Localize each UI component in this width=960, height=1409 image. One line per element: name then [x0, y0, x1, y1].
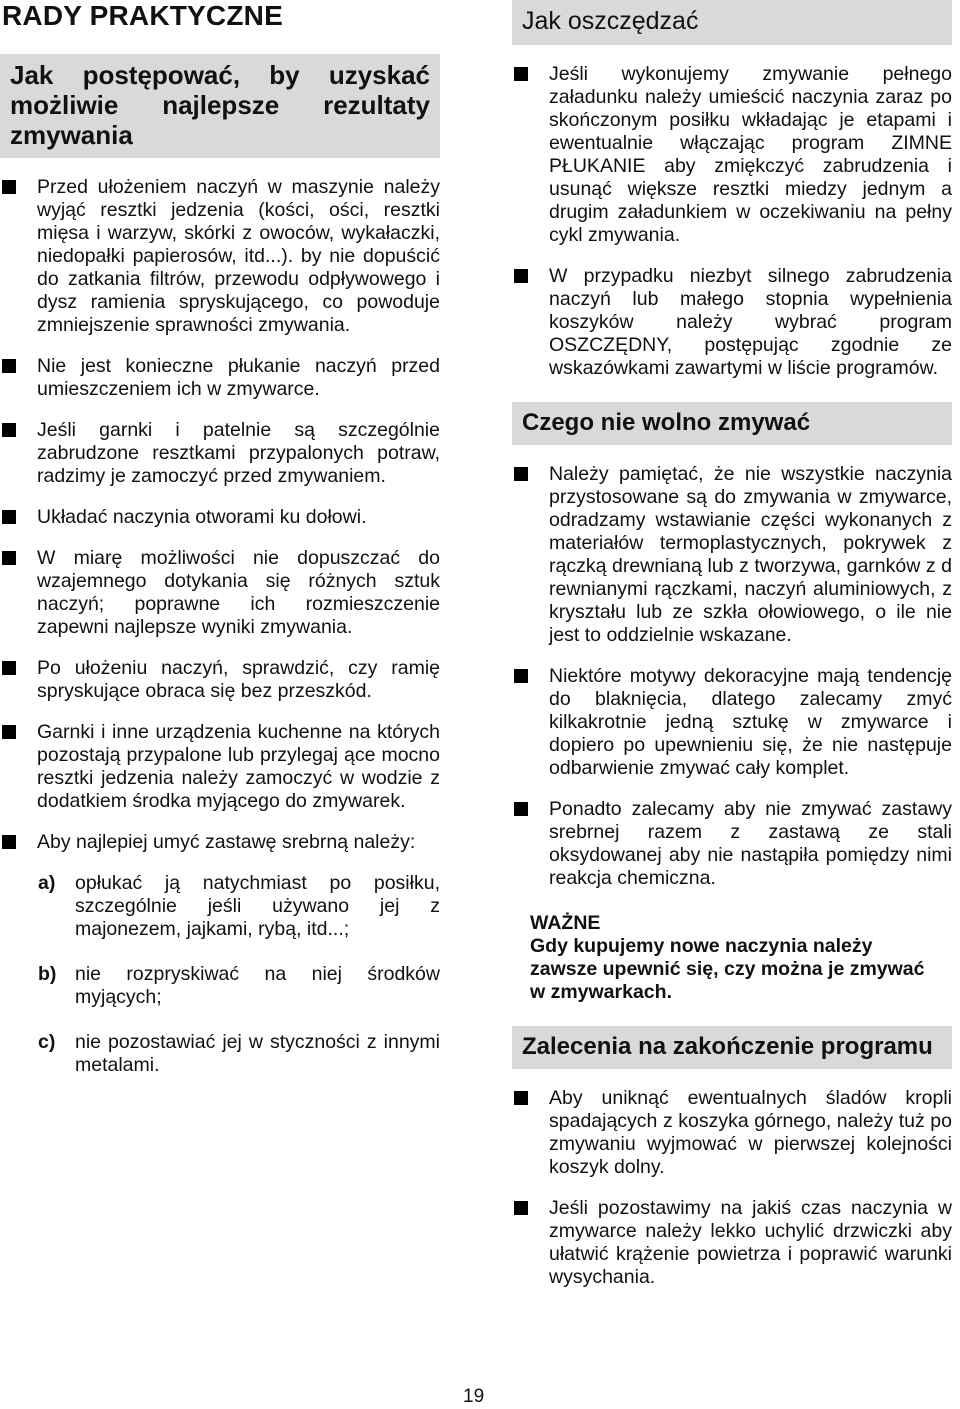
bullet-square-icon [514, 669, 528, 683]
bullet-square-icon [2, 180, 16, 194]
best-results-list [0, 176, 440, 854]
list-item: Należy pamiętać, że nie wszystkie naczynia przystosowane są do zmywania w zmywarce, odradzamy wstawianie części wykonanych z materiałów termoplastycznych, pokrywek z rączką drewnianą lub z tworzywa, garnków z d rewnianymi rączkami, naczyń aluminiowych, z kryształu lub ze szkła ołowiowego, o ile nie jest to oddzielnie wskazane. [512, 463, 952, 647]
list-item: Po ułożeniu naczyń, sprawdzić, czy ramię spryskujące obraca się bez przeszkód. [0, 657, 440, 703]
end-of-program-list [512, 1087, 952, 1289]
sub-item: b) nie rozpryskiwać na niej środków myjących; [38, 963, 440, 1008]
section-header-not-washable: Czego nie wolno zmywać [512, 402, 952, 445]
sub-item-label: c) [38, 1031, 56, 1053]
list-item: Układać naczynia otworami ku dołowi. [0, 506, 440, 529]
important-text: Gdy kupujemy nowe naczynia należy zawsze upewnić się, czy można je zmywać w zmywarkach. [530, 935, 925, 1003]
bullet-square-icon [514, 802, 528, 816]
bullet-square-icon [514, 67, 528, 81]
list-item: Aby uniknąć ewentualnych śladów kropli spadających z koszyka górnego, należy tuż po zmywaniu wyjmować w pierwszej kolejności koszyk dolny. [512, 1087, 952, 1179]
bullet-square-icon [2, 510, 16, 524]
section-header-saving: Jak oszczędzać [512, 0, 952, 45]
page-number: 19 [463, 1386, 485, 1407]
section-header-end-of-program: Zalecenia na zakończenie programu [512, 1026, 952, 1069]
list-item: W przypadku niezbyt silnego zabrudzenia naczyń lub małego stopnia wypełnienia koszyków należy wybrać program OSZCZĘDNY, postępując zgodnie ze wskazówkami zawartymi w liście programów. [512, 265, 952, 380]
bullet-square-icon [514, 1201, 528, 1215]
bullet-square-icon [2, 359, 16, 373]
left-column [0, 54, 440, 1099]
page-title: RADY PRAKTYCZNE [2, 0, 283, 31]
list-item: Niektóre motywy dekoracyjne mają tendencję do blaknięcia, dlatego zalecamy zmyć kilkakrotnie jedną sztukę w zmywarce i dopiero po upewnieniu się, że nie następuje odbarwienie zmywać cały komplet. [512, 665, 952, 780]
list-item: Aby najlepiej umyć zastawę srebrną należy: [0, 831, 440, 854]
bullet-square-icon [514, 1091, 528, 1105]
list-item: Jeśli garnki i patelnie są szczególnie zabrudzone resztkami przypalonych potraw, radzimy je zamoczyć przed zmywaniem. [0, 419, 440, 488]
section-header-best-results: Jak postępować, by uzyskać możliwie najlepsze rezultaty zmywania [0, 54, 440, 158]
sub-item: a) opłukać ją natychmiast po posiłku, szczególnie jeśli używano jej z majonezem, jajkami, rybą, itd...; [38, 872, 440, 940]
sub-item-label: b) [38, 963, 57, 985]
sub-item-label: a) [38, 872, 56, 894]
list-item: Jeśli pozostawimy na jakiś czas naczynia w zmywarce należy lekko uchylić drzwiczki aby ułatwić krążenie powietrza i poprawić warunki wysychania. [512, 1197, 952, 1289]
bullet-square-icon [514, 467, 528, 481]
list-item: W miarę możliwości nie dopuszczać do wzajemnego dotykania się różnych sztuk naczyń; poprawne ich rozmieszczenie zapewni najlepsze wyniki zmywania. [0, 547, 440, 639]
sub-item: c) nie pozostawiać jej w styczności z innymi metalami. [38, 1031, 440, 1076]
bullet-square-icon [2, 835, 16, 849]
bullet-square-icon [2, 551, 16, 565]
list-item: Garnki i inne urządzenia kuchenne na których pozostają przypalone lub przylegaj ące mocno resztki jedzenia należy zamoczyć w wodzie z dodatkiem środka myjącego do zmywarek. [0, 721, 440, 813]
list-item: Jeśli wykonujemy zmywanie pełnego załadunku należy umieścić naczynia zaraz po skończonym posiłku wkładając je etapami i ewentualnie włączając program ZIMNE PŁUKANIE aby zmiękczyć zabrudzenia i usunąć większe resztki miedzy jednym a drugim załadunkiem w oczekiwaniu na pełny cykl zmywania. [512, 63, 952, 247]
not-washable-list [512, 463, 952, 890]
bullet-square-icon [2, 423, 16, 437]
important-note [524, 908, 940, 1008]
list-item: Nie jest konieczne płukanie naczyń przed umieszczeniem ich w zmywarce. [0, 355, 440, 401]
list-item: Ponadto zalecamy aby nie zmywać zastawy srebrnej razem z zastawą ze stali oksydowanej aby nie nastąpiła pomiędzy nimi reakcja chemiczna. [512, 798, 952, 890]
saving-list [512, 63, 952, 380]
silverware-steps [0, 872, 440, 1077]
important-title: WAŻNE [530, 912, 601, 934]
bullet-square-icon [2, 725, 16, 739]
right-column [512, 0, 952, 1307]
list-item: Przed ułożeniem naczyń w maszynie należy wyjąć resztki jedzenia (kości, ości, resztki mięsa i warzyw, skórki z owoców, wykałaczki, niedopałki papierosów, itd...). by nie dopuścić do zatkania filtrów, przewodu odpływowego i dysz ramienia spryskującego, co powoduje zmniejszenie sprawności zmywania. [0, 176, 440, 337]
bullet-square-icon [514, 269, 528, 283]
bullet-square-icon [2, 661, 16, 675]
